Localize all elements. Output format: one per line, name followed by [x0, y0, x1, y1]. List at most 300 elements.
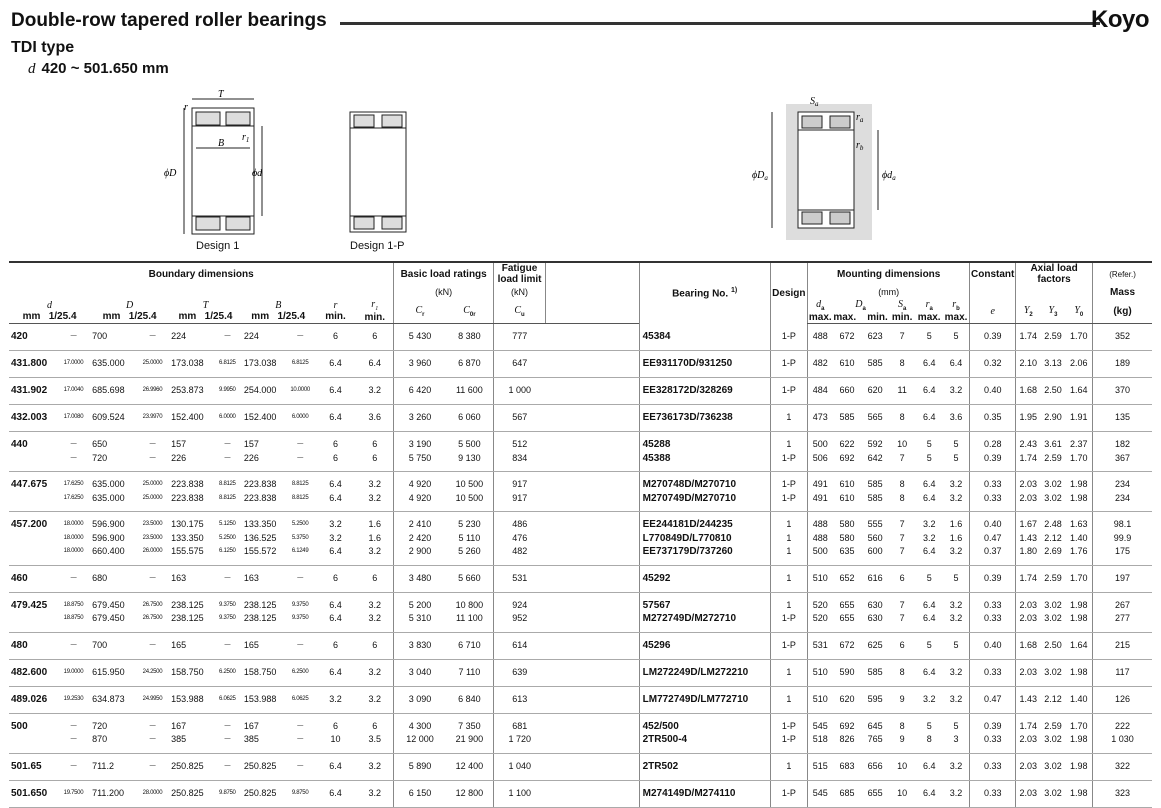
hdr-D-inch: 1/25.4 — [128, 311, 157, 322]
cell-r1 — [356, 432, 393, 472]
cell-lines — [943, 572, 970, 586]
hdr-fatigue: Fatigue load limit — [494, 262, 546, 285]
cell-D-in — [136, 686, 169, 713]
table-row — [9, 565, 1152, 592]
cell-lines — [92, 518, 136, 559]
cell-value: 3 190 — [408, 439, 432, 449]
cell-value: 3 090 — [408, 693, 432, 704]
cell-D-in — [136, 565, 169, 592]
cell-value: 650 — [92, 439, 108, 449]
cell-lines — [1093, 787, 1152, 801]
cell-value: 610 — [839, 492, 855, 503]
cell-value: 167 — [171, 720, 187, 731]
cell-Y2 — [1016, 472, 1041, 512]
cell-value: 500 — [812, 439, 828, 449]
cell-value: 5 — [926, 331, 932, 341]
cell-lines — [943, 384, 970, 398]
cell-value: 6.4 — [329, 613, 342, 623]
cell-value: 1.98 — [1070, 760, 1088, 771]
cell-value: 5 — [953, 572, 959, 583]
cell-B-mm — [242, 351, 286, 378]
cell-value: 352 — [1115, 331, 1131, 341]
cell-lines — [57, 518, 90, 559]
cell-lines — [394, 787, 445, 801]
cell-value: 681 — [512, 720, 528, 731]
cell-lines — [213, 357, 242, 371]
cell-value: 1.80 — [1019, 546, 1038, 556]
cell-value: — — [149, 441, 156, 447]
cell-C0r — [446, 324, 494, 351]
cell-C0r — [446, 512, 494, 566]
cell-value: 510 — [812, 693, 828, 704]
cell-ra — [916, 432, 943, 472]
cell-Cr — [394, 565, 446, 592]
cell-value: — — [70, 574, 77, 581]
bore-d-cell: 457.200 — [9, 512, 57, 566]
cell-value: 3.2 — [949, 479, 963, 489]
cell-Y2 — [1016, 780, 1041, 807]
cell-design — [770, 659, 807, 686]
mount-Sa: S — [810, 96, 815, 107]
cell-value: 6.0625 — [291, 695, 309, 702]
cell-value: L770849D/L770810 — [642, 532, 732, 544]
hdr-Da-col: $D_a$ max. min. — [833, 299, 888, 323]
cell-value: 2.03 — [1019, 666, 1038, 677]
cell-lines — [916, 384, 943, 398]
cell-lines — [315, 518, 357, 559]
cell-lines — [244, 666, 286, 680]
cell-value: 6 840 — [458, 693, 481, 704]
cell-value: — — [70, 333, 77, 339]
cell-value: 2.59 — [1044, 452, 1062, 463]
cell-value: 3.2 — [922, 519, 936, 529]
cell-value: 6.4 — [329, 492, 342, 503]
table-row — [9, 780, 1152, 807]
cell-lines — [1093, 518, 1152, 559]
cell-value: 7 — [899, 532, 905, 543]
cell-lines — [213, 693, 242, 707]
cell-value: 254.000 — [243, 385, 277, 395]
mount-da: ϕd — [882, 170, 893, 181]
cell-mass — [1093, 378, 1152, 405]
cell-value: 3 040 — [408, 666, 432, 677]
cell-value: 0.33 — [983, 734, 1002, 744]
cell-lines — [394, 478, 445, 505]
cell-e — [970, 686, 1016, 713]
cell-rb — [943, 686, 970, 713]
cell-lines — [1065, 411, 1092, 425]
cell-lines — [771, 518, 807, 559]
cell-Da-max — [833, 324, 862, 351]
cell-lines — [394, 720, 445, 747]
cell-value: — — [224, 454, 231, 461]
cell-mass — [1093, 324, 1152, 351]
cell-value: 323 — [1115, 787, 1131, 798]
cell-value: 2.59 — [1044, 572, 1062, 583]
cell-value: 1.70 — [1070, 452, 1088, 463]
cell-lines — [356, 599, 393, 626]
cell-lines — [1065, 787, 1092, 801]
cell-lines — [889, 787, 916, 801]
dim-r: r — [184, 102, 188, 113]
cell-ra — [916, 713, 943, 753]
cell-value: 3.2 — [368, 693, 381, 704]
cell-lines — [833, 478, 862, 505]
bore-d-cell: 431.902 — [9, 378, 57, 405]
cell-value: 3.2 — [922, 532, 936, 543]
cell-lines — [1041, 438, 1066, 465]
cell-value: 585 — [867, 666, 883, 677]
cell-design — [770, 780, 807, 807]
cell-Y2 — [1016, 405, 1041, 432]
cell-lines — [889, 572, 916, 586]
cell-Da-min — [862, 632, 889, 659]
cell-value: 630 — [867, 599, 883, 610]
cell-da — [808, 659, 833, 686]
cell-Da-max — [833, 378, 862, 405]
cell-value: 3.2 — [949, 492, 963, 503]
cell-value: 3.2 — [949, 385, 963, 395]
cell-B-mm — [242, 512, 286, 566]
cell-value: 1 040 — [508, 760, 532, 771]
cell-lines — [356, 438, 393, 465]
cell-B-in — [286, 713, 315, 753]
cell-value: — — [149, 454, 156, 461]
cell-value: 482 — [812, 358, 828, 368]
cell-lines — [808, 639, 832, 653]
cell-da — [808, 780, 833, 807]
cell-value: 1.6 — [949, 519, 963, 529]
cell-value: 1-P — [781, 479, 796, 489]
cell-Cu — [494, 472, 546, 512]
cell-value: 17.0040 — [63, 387, 84, 393]
hdr-e-col — [970, 299, 1016, 324]
cell-B-in — [286, 632, 315, 659]
cell-value: 238.125 — [243, 599, 277, 610]
cell-lines — [394, 639, 445, 653]
cell-value: 685.698 — [92, 385, 125, 395]
hdr-ra-max: max. — [917, 312, 941, 323]
cell-lines — [244, 330, 286, 344]
hdr-rb-col: $r_b$ max. — [943, 299, 970, 324]
cell-value: 17.0080 — [63, 414, 84, 420]
cell-value: 11 100 — [455, 613, 483, 623]
cell-value: 223.838 — [243, 492, 277, 503]
cell-e — [970, 565, 1016, 592]
cell-value: 1-P — [781, 492, 796, 503]
hdr-D-mm: mm — [102, 311, 121, 322]
cell-value: 6 — [332, 639, 338, 650]
cell-d-in — [57, 753, 90, 780]
cell-C0r — [446, 405, 494, 432]
cell-value: 45384 — [642, 330, 671, 342]
cell-value: 157 — [171, 439, 187, 449]
cell-value: — — [224, 722, 231, 729]
cell-value: 238.125 — [171, 599, 204, 610]
cell-value: 3.2 — [368, 760, 381, 771]
cell-d-in — [57, 780, 90, 807]
cell-lines — [970, 693, 1015, 707]
cell-value: 8.8125 — [291, 494, 309, 501]
cell-value: 153.988 — [243, 693, 277, 704]
cell-value: 1 — [786, 412, 792, 422]
cell-T-mm — [169, 659, 213, 686]
cell-Y0 — [1065, 378, 1092, 405]
cell-value: 6 150 — [408, 787, 432, 798]
cell-value: 3.2 — [368, 599, 381, 610]
cell-value: 6 — [372, 331, 378, 341]
cell-Da-min — [862, 432, 889, 472]
cell-value: 2.43 — [1019, 439, 1038, 449]
mount-da-sub: a — [892, 174, 896, 182]
cell-value: 2.50 — [1044, 639, 1062, 650]
cell-Da-max — [833, 405, 862, 432]
cell-value: 720 — [92, 720, 108, 731]
hdr-Sa-col: $S_a$ min. — [889, 299, 916, 324]
cell-value: 585 — [867, 479, 883, 489]
cell-Da-max — [833, 351, 862, 378]
cell-value: 1.6 — [949, 532, 963, 543]
cell-lines — [1016, 599, 1040, 626]
cell-value: 45292 — [642, 572, 671, 584]
dim-D: ϕD — [164, 168, 177, 179]
cell-Cr — [394, 686, 446, 713]
cell-value: 6.4 — [329, 787, 342, 798]
cell-value: 1.40 — [1070, 532, 1088, 543]
cell-value: 652 — [839, 572, 855, 583]
cell-value: — — [297, 641, 303, 648]
cell-lines — [356, 572, 393, 586]
cell-bearing — [639, 351, 770, 378]
cell-value: 476 — [512, 532, 528, 543]
cell-value: 4 300 — [408, 720, 432, 731]
hdr-r1-min: min. — [364, 312, 386, 323]
cell-Y3 — [1041, 472, 1066, 512]
cell-lines — [970, 357, 1015, 371]
cell-value: 634.873 — [92, 693, 125, 704]
cell-value: 639 — [512, 666, 528, 677]
bore-d-cell: 431.800 — [9, 351, 57, 378]
cell-bearing — [639, 324, 770, 351]
cell-lines — [315, 330, 357, 344]
cell-lines — [92, 384, 136, 398]
table-row — [9, 432, 1152, 472]
mount-ra: r — [856, 112, 860, 123]
table-row — [9, 378, 1152, 405]
cell-value: 596.900 — [92, 532, 125, 543]
cell-da — [808, 324, 833, 351]
cell-value: 18.8750 — [63, 601, 84, 608]
cell-value: 226 — [243, 452, 259, 463]
hdr-T: T — [202, 300, 209, 311]
cell-D-mm — [90, 592, 136, 632]
cell-lines — [315, 760, 357, 774]
brand-logo: Koyo — [1091, 6, 1149, 33]
cell-lines — [1065, 760, 1092, 774]
cell-lines — [394, 760, 445, 774]
cell-Y2 — [1016, 713, 1041, 753]
cell-value: 1 — [786, 546, 792, 556]
cell-lines — [394, 666, 445, 680]
cell-Da-max — [833, 472, 862, 512]
cell-lines — [771, 572, 807, 586]
cell-value: 1.91 — [1070, 412, 1088, 422]
cell-lines — [1065, 384, 1092, 398]
hdr-T-col — [169, 299, 242, 324]
cell-value: 12 400 — [455, 760, 484, 771]
cell-value: 1.70 — [1070, 720, 1088, 731]
cell-r — [315, 780, 357, 807]
cell-value: — — [224, 333, 231, 339]
hdr-Y0-col: $Y_0$ — [1065, 299, 1092, 324]
cell-r — [315, 378, 357, 405]
cell-lines — [244, 693, 286, 707]
cell-lines — [1041, 572, 1066, 586]
cell-lines — [315, 572, 357, 586]
cell-Da-min — [862, 405, 889, 432]
cell-lines — [1065, 478, 1092, 505]
cell-value: 8.8125 — [219, 494, 236, 501]
spacer-cell — [546, 659, 640, 686]
cell-value: 2TR502 — [642, 760, 679, 772]
cell-lines — [213, 599, 242, 626]
cell-lines — [771, 384, 807, 398]
cell-lines — [916, 693, 943, 707]
cell-value: 3 960 — [408, 358, 432, 368]
cell-value: 45296 — [642, 639, 671, 651]
cell-value: 7 350 — [458, 720, 481, 731]
cell-value: EE931170D/931250 — [642, 358, 733, 369]
cell-lines — [1041, 518, 1066, 559]
cell-value: 506 — [812, 452, 828, 463]
cell-e — [970, 512, 1016, 566]
cell-C0r — [446, 592, 494, 632]
cell-Da-max — [833, 632, 862, 659]
hdr-mass-unit: (kg) — [1093, 299, 1152, 324]
cell-value: 2.03 — [1019, 479, 1038, 489]
cell-value: 1 — [786, 599, 792, 610]
cell-lines — [862, 787, 889, 801]
hdr-Sa: S — [898, 299, 903, 310]
cell-Cu — [494, 713, 546, 753]
cell-value: 45388 — [642, 452, 671, 464]
hdr-r1-col: $r_1$ min. — [356, 299, 393, 324]
cell-rb — [943, 351, 970, 378]
cell-value: 126 — [1115, 693, 1131, 704]
cell-lines — [57, 666, 90, 680]
hdr-boundary: Boundary dimensions — [9, 262, 394, 285]
cell-value: 6 — [372, 452, 378, 463]
cell-Y0 — [1065, 512, 1092, 566]
cell-Y0 — [1065, 780, 1092, 807]
bore-range — [28, 60, 169, 78]
cell-lines — [286, 438, 315, 465]
cell-value: 5.2500 — [291, 521, 309, 527]
cell-lines — [171, 693, 213, 707]
cell-lines — [1041, 478, 1066, 505]
cell-lines — [916, 760, 943, 774]
cell-C0r — [446, 378, 494, 405]
cell-value: 610 — [839, 358, 855, 368]
cell-value: 6.2500 — [291, 668, 309, 675]
cell-value: 6.4 — [922, 760, 936, 771]
cell-lines — [286, 760, 315, 774]
cell-value: 1 100 — [508, 787, 532, 798]
cell-lines — [771, 599, 807, 626]
cell-value: 2.12 — [1044, 532, 1062, 543]
cell-lines — [970, 639, 1015, 653]
cell-lines — [315, 599, 357, 626]
cell-value: — — [149, 736, 156, 742]
cell-value: 26.9960 — [142, 387, 163, 393]
cell-D-mm — [90, 780, 136, 807]
cell-lines — [136, 639, 169, 653]
cell-value: M270748D/M270710 — [642, 479, 737, 490]
cell-lines — [213, 760, 242, 774]
cell-lines — [244, 518, 286, 559]
cell-T-in — [213, 713, 242, 753]
cell-value: 6.4 — [329, 666, 342, 677]
cell-lines — [970, 599, 1015, 626]
cell-value: 0.33 — [983, 666, 1002, 677]
cell-lines — [315, 693, 357, 707]
cell-lines — [315, 411, 357, 425]
cell-lines — [286, 693, 315, 707]
cell-value: 1.76 — [1070, 546, 1088, 556]
hdr-Cr-col: $C_r$ — [394, 299, 446, 324]
cell-value: 3.02 — [1044, 734, 1062, 744]
cell-value: — — [70, 762, 77, 769]
cell-lines — [970, 720, 1015, 747]
cell-value: 5.1250 — [219, 521, 236, 527]
cell-lines — [356, 478, 393, 505]
cell-value: 0.33 — [983, 492, 1002, 503]
cell-Y0 — [1065, 713, 1092, 753]
cell-lines — [771, 438, 807, 465]
cell-D-mm — [90, 565, 136, 592]
cell-Cu — [494, 512, 546, 566]
cell-value: 8 380 — [458, 331, 481, 341]
cell-Cr — [394, 324, 446, 351]
cell-lines — [286, 666, 315, 680]
cell-lines — [171, 438, 213, 465]
cell-value: 23.9970 — [142, 414, 163, 420]
cell-r — [315, 686, 357, 713]
cell-value: 9.8750 — [219, 789, 236, 796]
cell-value: 620 — [839, 693, 855, 704]
cell-Sa — [889, 713, 916, 753]
cell-value: 163 — [243, 572, 259, 583]
bearing-table — [9, 261, 1152, 808]
cell-Cu — [494, 686, 546, 713]
cell-lines — [970, 760, 1015, 774]
cell-Sa — [889, 405, 916, 432]
cell-lines — [446, 599, 493, 626]
cell-lines — [916, 438, 943, 465]
cell-value: 223.838 — [171, 492, 204, 503]
cell-value: 692 — [839, 720, 855, 731]
cell-lines — [446, 411, 493, 425]
cell-Cr — [394, 378, 446, 405]
cell-value: 9 — [899, 693, 905, 704]
cell-lines — [394, 438, 445, 465]
hdr-B-col — [242, 299, 315, 324]
cell-lines — [171, 599, 213, 626]
cell-Sa — [889, 378, 916, 405]
cell-value: — — [224, 736, 231, 742]
cell-lines — [57, 720, 90, 747]
cell-ra — [916, 659, 943, 686]
